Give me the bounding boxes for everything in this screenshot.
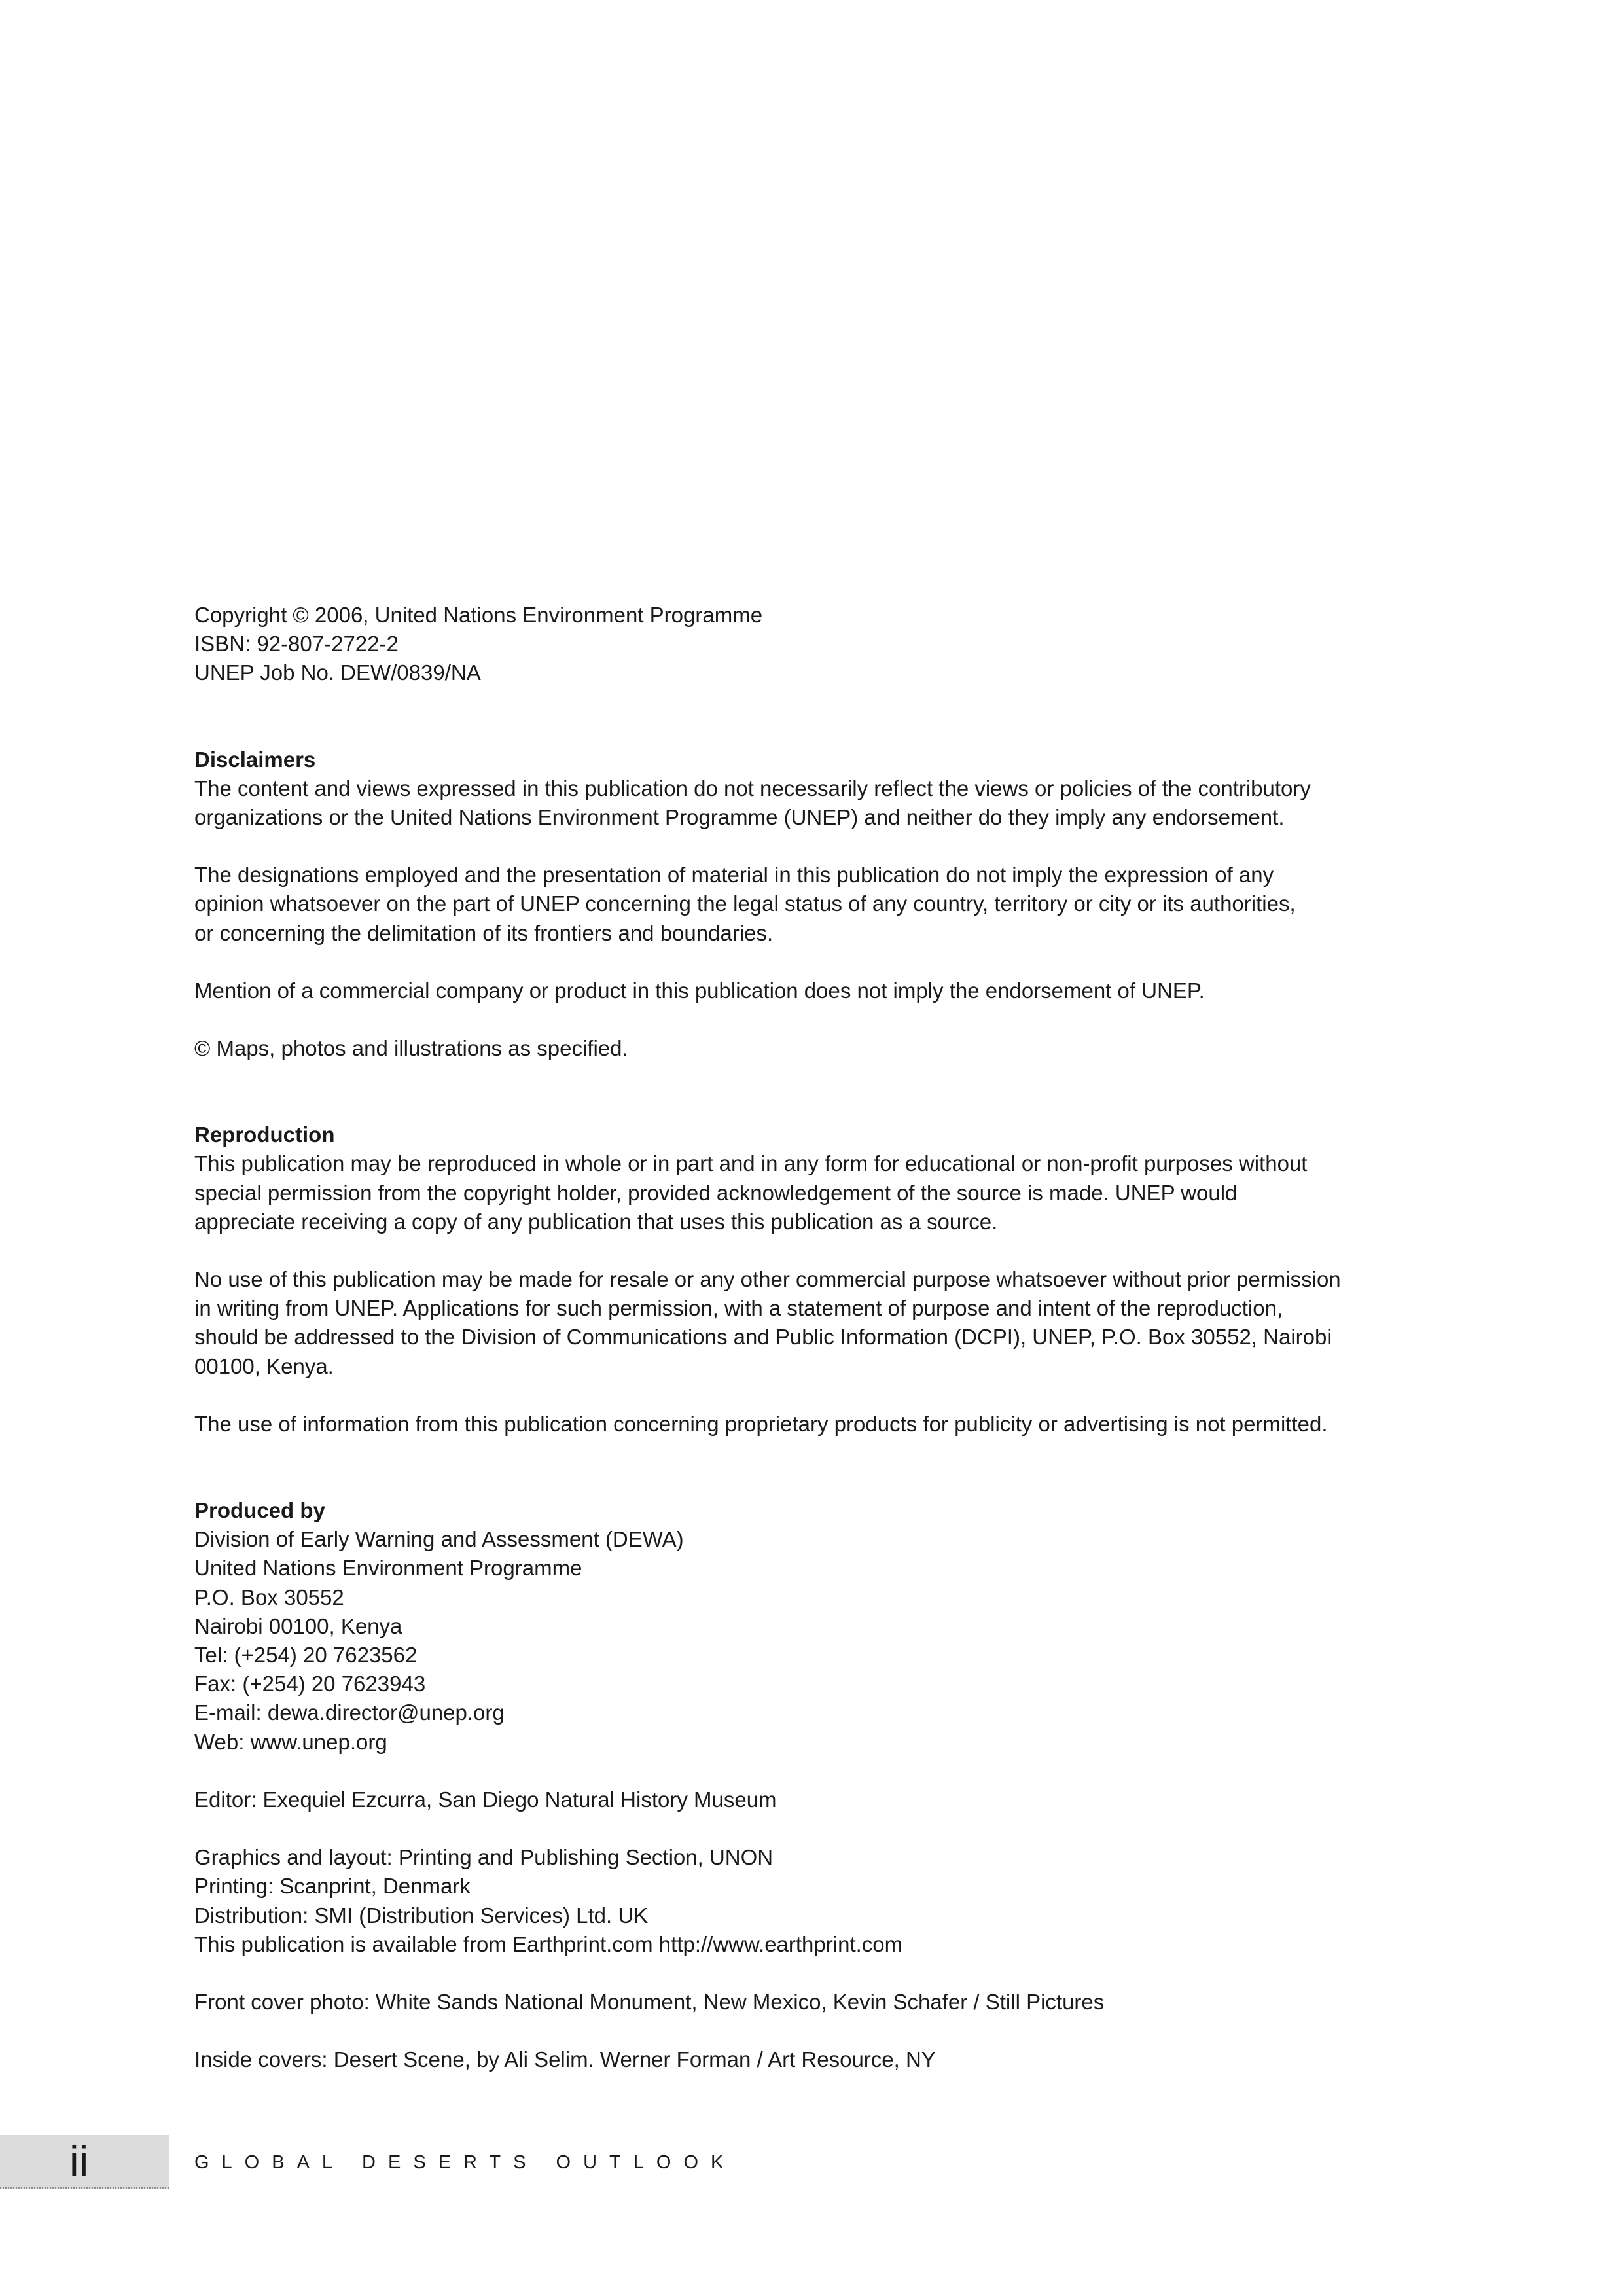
page-number-tab <box>0 2135 169 2189</box>
reproduction-section <box>194 1121 1425 1439</box>
text-line: The content and views expressed in this publication do not necessarily reflect the views or policies of the contributory <box>194 776 1311 800</box>
text-line: or concerning the delimitation of its frontiers and boundaries. <box>194 920 774 945</box>
page-number: ii <box>69 2137 89 2185</box>
text-line: in writing from UNEP. Applications for such permission, with a statement of purpose and intent of the reproduction, <box>194 1296 1283 1321</box>
running-title: GLOBAL DESERTS OUTLOOK <box>194 2152 736 2173</box>
imprint-page-content <box>194 601 1425 2074</box>
job-number-line: UNEP Job No. DEW/0839/NA <box>194 660 481 685</box>
address-line: Division of Early Warning and Assessment (DEWA) <box>194 1527 684 1552</box>
disclaimers-paragraph-1 <box>194 774 1425 832</box>
credit-line: Graphics and layout: Printing and Publishing Section, UNON <box>194 1845 774 1870</box>
text-line: special permission from the copyright holder, provided acknowledgement of the source is made. UNEP would <box>194 1180 1238 1205</box>
reproduction-paragraph-2 <box>194 1265 1425 1381</box>
address-line: Fax: (+254) 20 7623943 <box>194 1672 426 1696</box>
reproduction-paragraph-1 <box>194 1149 1425 1236</box>
address-line: United Nations Environment Programme <box>194 1556 582 1581</box>
text-line: No use of this publication may be made for resale or any other commercial purpose whatsoever without prior permission <box>194 1267 1341 1292</box>
page-footer <box>0 2135 1623 2191</box>
disclaimers-paragraph-3: Mention of a commercial company or product in this publication does not imply the endorsement of UNEP. <box>194 978 1205 1003</box>
disclaimers-paragraph-4: © Maps, photos and illustrations as specified. <box>194 1036 628 1061</box>
text-line: opinion whatsoever on the part of UNEP concerning the legal status of any country, territory or city or its authorities, <box>194 891 1296 916</box>
reproduction-paragraph-3: The use of information from this publication concerning proprietary products for publicity or advertising is not permitted. <box>194 1411 1328 1436</box>
inside-covers-credit: Inside covers: Desert Scene, by Ali Selim. Werner Forman / Art Resource, NY <box>194 2047 936 2072</box>
reproduction-heading: Reproduction <box>194 1122 335 1147</box>
text-line: appreciate receiving a copy of any publication that uses this publication as a source. <box>194 1209 998 1234</box>
produced-by-heading: Produced by <box>194 1498 325 1523</box>
address-line: P.O. Box 30552 <box>194 1585 344 1609</box>
disclaimers-paragraph-2 <box>194 861 1425 948</box>
credit-line: Distribution: SMI (Distribution Services) Ltd. UK <box>194 1903 649 1928</box>
credit-line: This publication is available from Earthprint.com http://www.earthprint.com <box>194 1931 903 1956</box>
disclaimers-heading: Disclaimers <box>194 747 316 772</box>
text-line: 00100, Kenya. <box>194 1354 334 1378</box>
producer-address <box>194 1525 1425 1757</box>
editor-line: Editor: Exequiel Ezcurra, San Diego Natural History Museum <box>194 1787 777 1812</box>
email-line: E-mail: dewa.director@unep.org <box>194 1700 505 1725</box>
production-credits <box>194 1843 1425 1959</box>
produced-by-section <box>194 1496 1425 2074</box>
text-line: organizations or the United Nations Environment Programme (UNEP) and neither do they imply any endorsement. <box>194 805 1285 830</box>
copyright-line: Copyright © 2006, United Nations Environment Programme <box>194 603 763 627</box>
isbn-line: ISBN: 92-807-2722-2 <box>194 632 399 656</box>
address-line: Tel: (+254) 20 7623562 <box>194 1643 418 1668</box>
disclaimers-section <box>194 745 1425 1064</box>
address-line: Nairobi 00100, Kenya <box>194 1613 402 1638</box>
text-line: The designations employed and the presentation of material in this publication do not imply the expression of any <box>194 863 1274 888</box>
imprint-block <box>194 601 1425 688</box>
credit-line: Printing: Scanprint, Denmark <box>194 1874 471 1899</box>
front-cover-credit: Front cover photo: White Sands National Monument, New Mexico, Kevin Schafer / Still Pictures <box>194 1989 1105 2014</box>
text-line: should be addressed to the Division of Communications and Public Information (DCPI), UNEP, P.O. Box 30552, Nairobi <box>194 1325 1332 1350</box>
web-line: Web: www.unep.org <box>194 1729 387 1754</box>
text-line: This publication may be reproduced in whole or in part and in any form for educational or non-profit purposes without <box>194 1151 1308 1176</box>
